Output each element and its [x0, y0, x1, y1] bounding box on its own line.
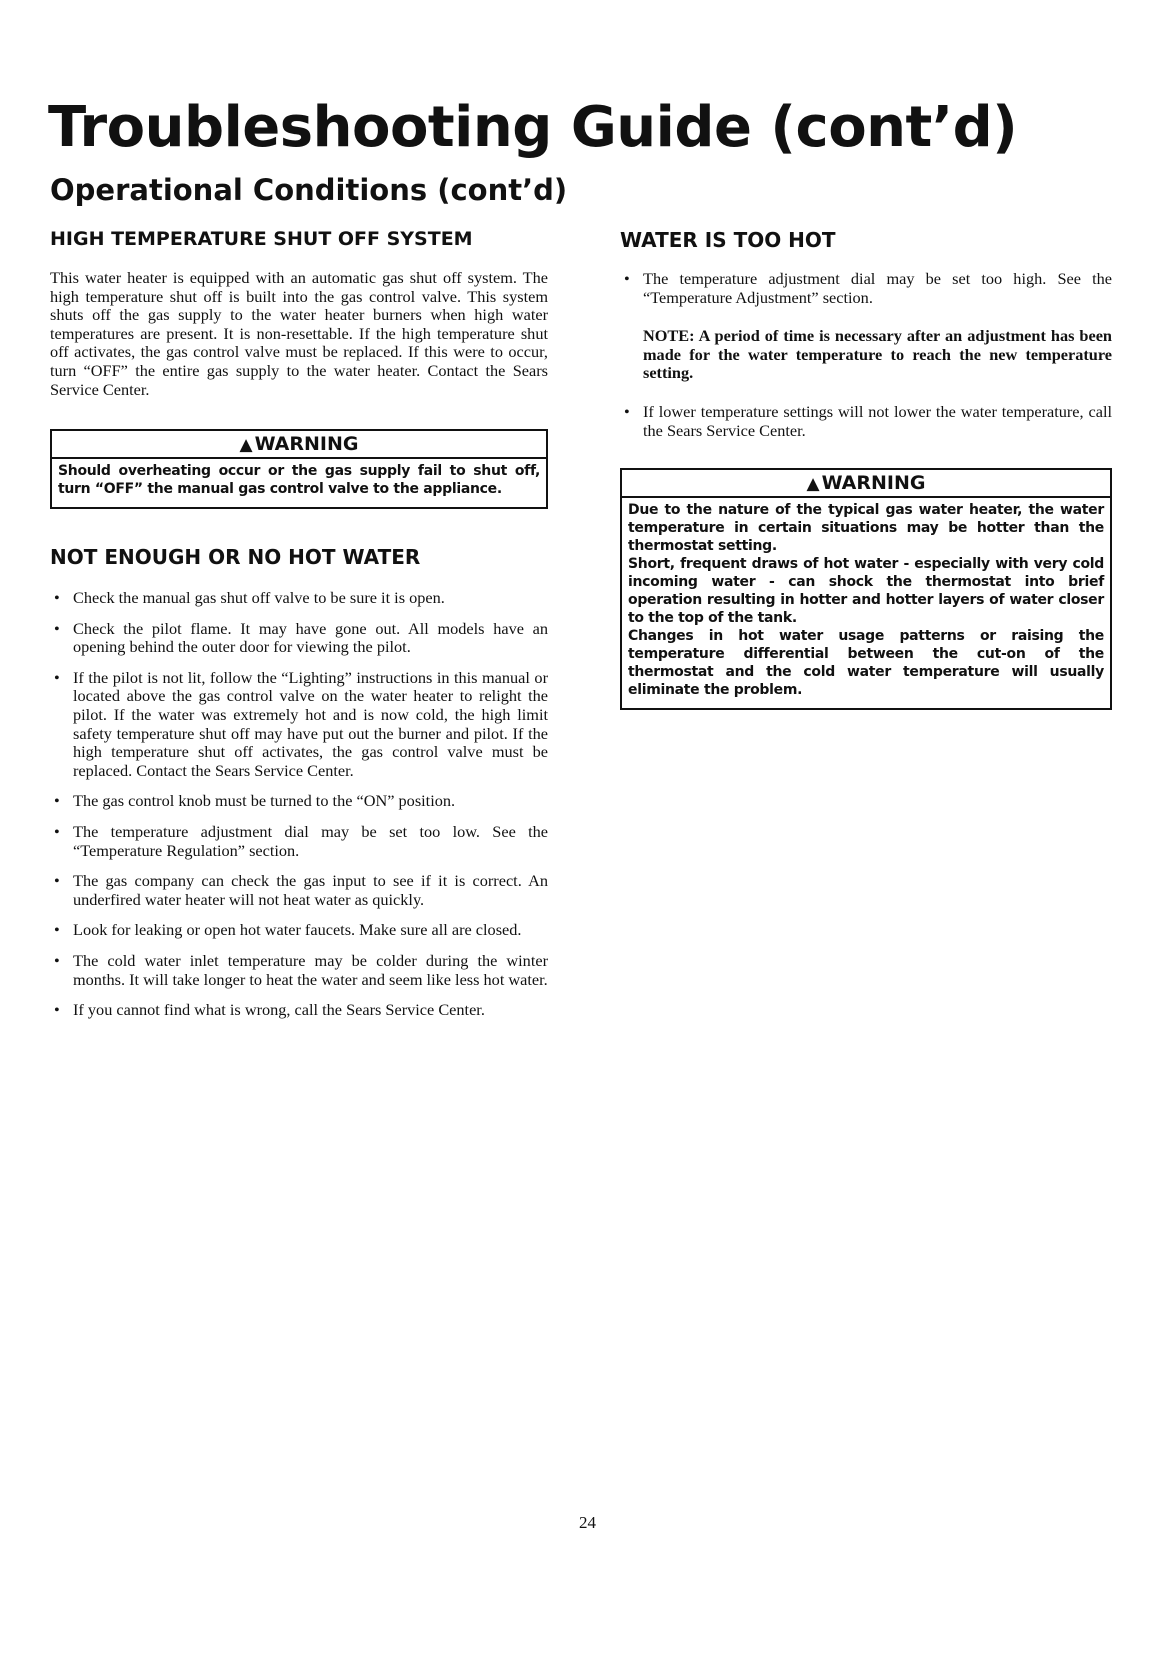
bullet-icon: •: [624, 269, 630, 288]
bullet-icon: •: [54, 1000, 60, 1020]
bullet-icon: •: [54, 791, 60, 811]
high-temp-section: [50, 230, 548, 399]
list-item: • The temperature adjustment dial may be set too low. See the “Temperature Regulation” section.: [54, 821, 548, 860]
bullet-icon: •: [54, 667, 60, 687]
page-number: 24: [579, 1513, 596, 1532]
too-hot-list-2: [620, 403, 1112, 440]
list-item: • If lower temperature settings will not lower the water temperature, call the Sears Service Center.: [624, 401, 1112, 440]
warning-triangle-icon: ▲: [239, 435, 253, 456]
warning-header: [622, 470, 1110, 498]
list-item: • The cold water inlet temperature may be colder during the winter months. It will take longer to heat the water and seem like less hot water.: [54, 950, 548, 989]
list-item: • The gas company can check the gas input to see if it is correct. An underfired water heater will not heat water as quickly.: [54, 871, 548, 909]
list-item: • Look for leaking or open hot water faucets. Make sure all are closed.: [54, 920, 522, 940]
list-item: • The gas control knob must be turned to the “ON” position.: [54, 791, 456, 811]
too-hot-heading: WATER IS TOO HOT: [620, 228, 836, 252]
page-title: Troubleshooting Guide (cont’d): [48, 95, 1018, 160]
high-temp-heading: HIGH TEMPERATURE SHUT OFF SYSTEM: [50, 228, 473, 250]
list-item: • If you cannot find what is wrong, call the Sears Service Center.: [54, 1000, 485, 1020]
warning-label: WARNING: [821, 472, 926, 495]
too-hot-list-1: [620, 270, 1112, 307]
too-hot-section: [620, 230, 1112, 440]
bullet-icon: •: [624, 401, 630, 421]
bullet-icon: •: [54, 588, 60, 608]
warning-triangle-icon: ▲: [806, 474, 820, 495]
bullet-icon: •: [54, 618, 60, 638]
warning-line: Short, frequent draws of hot water - especially with very cold incoming water - can shock the thermostat into brief operation resulting in hotter and hotter layers of water closer to the top of the tank.: [628, 556, 1104, 627]
not-enough-section: [50, 547, 548, 1020]
note-text: NOTE: A period of time is necessary after an adjustment has been made for the water temperature to reach the new temperature setting.: [643, 326, 1112, 383]
list-item: • If the pilot is not lit, follow the “Lighting” instructions in this manual or located above the gas control valve on the water heater to relight the pilot. If the water was extremely hot and is now cold, the high limit safety temperature shut off may have put out the burner and pilot. If the high temperature shut off activates, the gas control valve must be replaced. Contact the Sears Service Center.: [54, 667, 548, 780]
warning-text: [622, 498, 1110, 708]
warning-box-overheating: [50, 429, 548, 509]
warning-line: Due to the nature of the typical gas water heater, the water temperature in certain situations may be hotter than the thermostat setting.: [628, 502, 1104, 555]
list-item: • Check the manual gas shut off valve to be sure it is open.: [54, 588, 445, 608]
left-column: [50, 230, 548, 1020]
right-column: [620, 230, 1112, 710]
bullet-icon: •: [54, 821, 60, 841]
bullet-icon: •: [54, 920, 60, 940]
warning-text: Should overheating occur or the gas supply fail to shut off, turn “OFF” the manual gas control valve to the appliance.: [58, 463, 540, 498]
page-subtitle: Operational Conditions (cont’d): [50, 173, 568, 207]
bullet-icon: •: [54, 950, 60, 970]
bullet-icon: •: [54, 871, 60, 891]
warning-box-hot-water: [620, 468, 1112, 710]
warning-label: WARNING: [254, 433, 359, 456]
high-temp-body: This water heater is equipped with an automatic gas shut off system. The high temperature shut off is built into the gas control valve. This system shuts off the gas supply to the water heater burners when high water temperatures are present. It is non-resettable. If the high temperature shut off activates, the gas control valve must be replaced. If this were to occur, turn “OFF” the entire gas supply to the water heater. Contact the Sears Service Center.: [50, 268, 548, 399]
warning-header: [52, 431, 546, 459]
list-item: • Check the pilot flame. It may have gone out. All models have an opening behind the outer door for viewing the pilot.: [54, 618, 548, 657]
list-item: • The temperature adjustment dial may be set too high. See the “Temperature Adjustment” section.: [624, 269, 1112, 307]
not-enough-heading: NOT ENOUGH OR NO HOT WATER: [50, 545, 421, 570]
warning-line: Changes in hot water usage patterns or raising the temperature differential between the cut-on of the thermostat and the cold water temperature will usually eliminate the problem.: [628, 628, 1104, 699]
not-enough-list: [50, 589, 548, 1020]
